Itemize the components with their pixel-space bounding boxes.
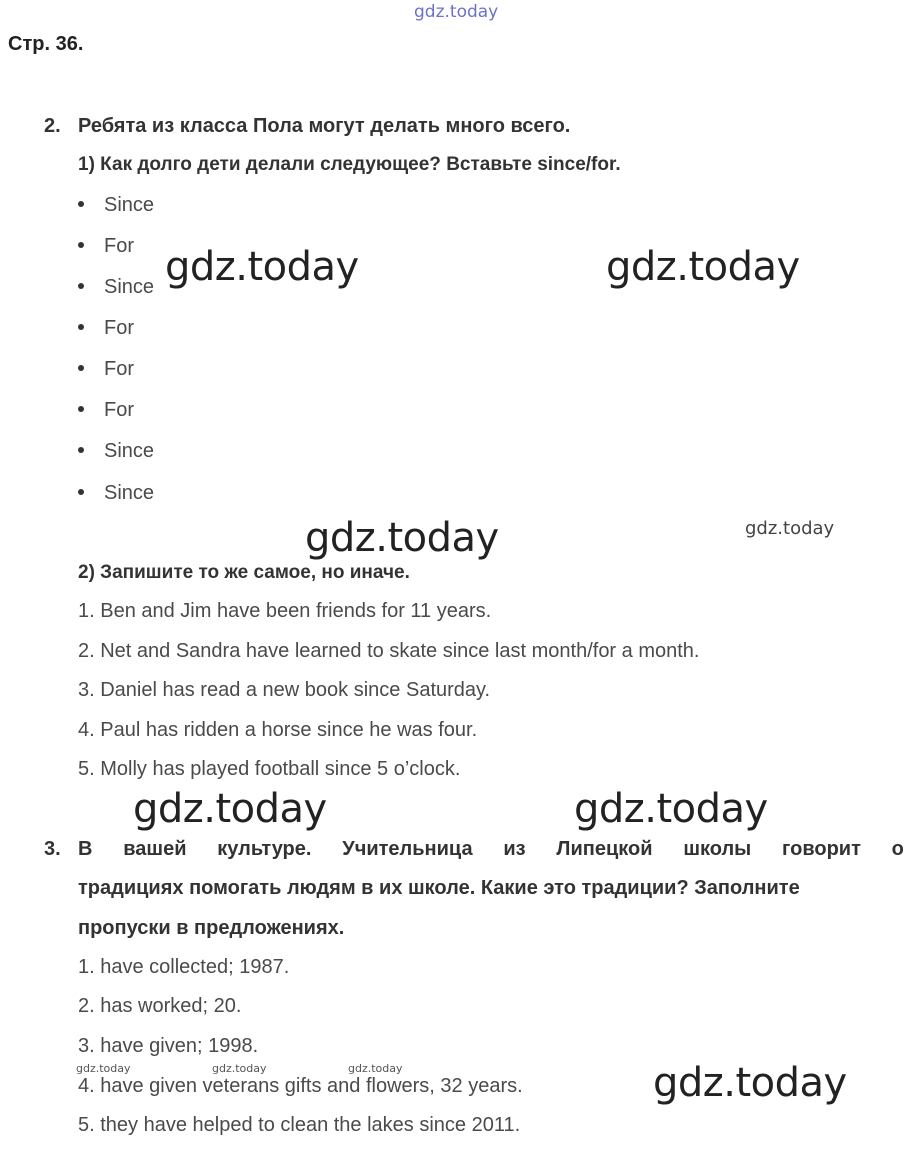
watermark: gdz.today [165,244,359,290]
bullet-icon [78,489,84,495]
task2-title: Ребята из класса Пола могут делать много всего. [78,115,571,137]
bullet-icon [78,201,84,207]
task3-title-line1: В вашей культуре. Учительница из Липецкой школы говорит о [78,838,904,860]
task2-number: 2. [44,115,61,137]
list-item: 4. Paul has ridden a horse since he was four. [78,719,478,741]
list-item: 1. Ben and Jim have been friends for 11 years. [78,600,492,622]
list-item: 3. have given; 1998. [78,1035,259,1057]
watermark: gdz.today [745,518,835,539]
list-item: Since [78,482,154,505]
bullet-icon [78,365,84,371]
bullet-icon [78,447,84,453]
list-item: 5. they have helped to clean the lakes since 2011. [78,1114,521,1136]
task3-title-line2: традициях помогать людям в их школе. Какие это традиции? Заполните [78,877,800,899]
list-item: 2. Net and Sandra have learned to skate since last month/for a month. [78,640,700,662]
watermark: gdz.today [133,786,327,832]
list-item: For [78,317,134,340]
bullet-icon [78,324,84,330]
bullet-icon [78,406,84,412]
page-number: Стр. 36. [8,33,84,55]
watermark: gdz.today [212,1062,267,1075]
watermark: gdz.today [348,1062,403,1075]
watermark: gdz.today [606,244,800,290]
watermark-top: gdz.today [414,2,499,22]
bullet-icon [78,283,84,289]
list-item: 3. Daniel has read a new book since Saturday. [78,679,491,701]
watermark: gdz.today [653,1060,847,1106]
list-item: For [78,235,134,258]
task3-title-line3: пропуски в предложениях. [78,917,345,939]
watermark: gdz.today [76,1062,131,1075]
task2-part2-heading: 2) Запишите то же самое, но иначе. [78,562,410,583]
list-item: 1. have collected; 1987. [78,956,290,978]
list-item: Since [78,276,154,299]
list-item: 5. Molly has played football since 5 o’clock. [78,758,461,780]
list-item: For [78,399,134,422]
bullet-icon [78,242,84,248]
list-item: For [78,358,134,381]
watermark: gdz.today [574,786,768,832]
list-item: 2. has worked; 20. [78,995,242,1017]
task2-part1-heading: 1) Как долго дети делали следующее? Вставьте since/for. [78,154,621,175]
list-item: Since [78,440,154,463]
list-item: 4. have given veterans gifts and flowers, 32 years. [78,1075,523,1097]
watermark: gdz.today [305,515,499,561]
list-item: Since [78,194,154,217]
task3-number: 3. [44,838,61,860]
